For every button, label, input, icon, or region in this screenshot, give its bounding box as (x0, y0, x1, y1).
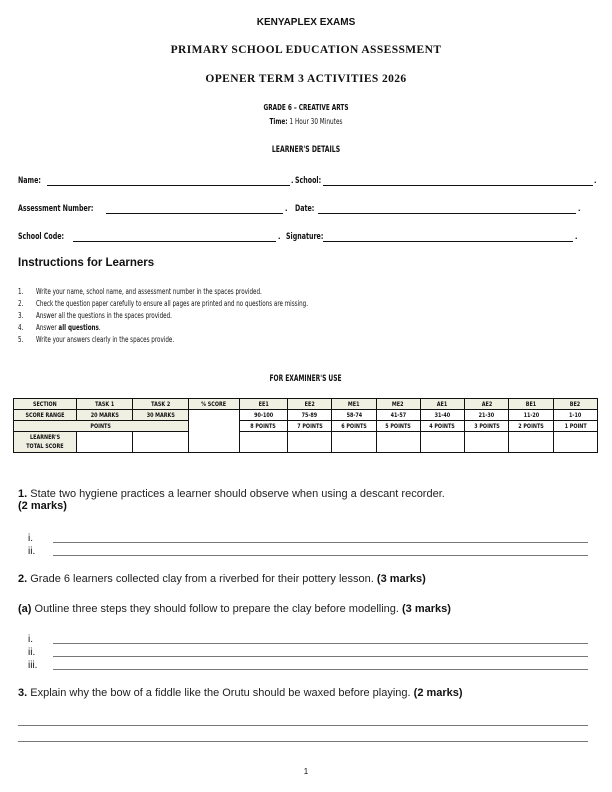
q3-answer-line-2[interactable] (18, 741, 588, 742)
q2a-answer-ii[interactable] (53, 656, 588, 657)
examiner-title: FOR EXAMINER'S USE (269, 374, 343, 384)
instructions-list (18, 287, 578, 347)
roman-iii: iii. (28, 660, 38, 671)
roman-i: i. (28, 634, 33, 645)
time-allowed (86, 117, 527, 126)
page-number: 1 (303, 767, 309, 776)
school-label: School: (295, 176, 322, 186)
instruction-item: 3. Answer all the questions in the spaces provided. (18, 311, 172, 320)
time-value: 1 Hour 30 Minutes (289, 117, 343, 126)
roman-ii: ii. (28, 546, 36, 557)
term-title: OPENER TERM 3 ACTIVITIES 2026 (205, 73, 407, 85)
signature-field[interactable] (323, 241, 573, 242)
learner-details-title: LEARNER'S DETAILS (271, 145, 341, 155)
instructions-title: Instructions for Learners (18, 257, 155, 269)
signature-label: Signature: (286, 232, 324, 242)
task1-score-cell[interactable] (77, 432, 133, 453)
q3-answer-line-1[interactable] (18, 725, 588, 726)
examiner-marks-table (13, 398, 598, 453)
exam-org-title: KENYAPLEX EXAMS (256, 17, 356, 28)
question-1: 1. State two hygiene practices a learner should observe when using a descant recorder. (2 marks) (18, 488, 445, 512)
code-signature-row: School Code: . Signature: . (18, 231, 578, 242)
q2a-answer-iii[interactable] (53, 669, 588, 670)
assessment-title: PRIMARY SCHOOL EDUCATION ASSESSMENT (170, 44, 442, 56)
grade-subject: GRADE 6 – CREATIVE ARTS (263, 103, 349, 112)
time-label: Time: (269, 117, 288, 126)
instruction-item: 5. Write your answers clearly in the spaces provide. (18, 335, 175, 344)
name-school-row: Name: . School: . (18, 175, 597, 186)
roman-i: i. (28, 533, 33, 544)
instruction-item: 1. Write your name, school name, and assessment number in the spaces provided. (18, 287, 262, 296)
assessment-number-label: Assessment Number: (18, 204, 94, 214)
task2-score-cell[interactable] (133, 432, 189, 453)
q1-answer-i[interactable] (53, 542, 588, 543)
q1-answer-ii[interactable] (53, 555, 588, 556)
table-row: POINTS 8 POINTS 7 POINTS 6 POINTS 5 POINTS 4 POINTS 3 POINTS 2 POINTS 1 POINT (14, 421, 598, 432)
question-2: 2. Grade 6 learners collected clay from a riverbed for their pottery lesson. (3 marks) (18, 573, 426, 585)
name-label: Name: (18, 176, 41, 186)
school-code-field[interactable] (73, 241, 276, 242)
date-label: Date: (295, 204, 315, 214)
question-3: 3. Explain why the bow of a fiddle like the Orutu should be waxed before playing. (2 marks) (18, 687, 463, 699)
instruction-item: 2. Check the question paper carefully to ensure all pages are printed and no questions are missing. (18, 299, 309, 308)
table-row: LEARNER'S TOTAL SCORE (14, 432, 598, 453)
school-code-label: School Code: (18, 232, 65, 242)
name-field[interactable] (47, 185, 290, 186)
q2a-answer-i[interactable] (53, 643, 588, 644)
question-2a: (a) Outline three steps they should follow to prepare the clay before modelling. (3 marks) (18, 603, 451, 615)
school-field[interactable] (323, 185, 593, 186)
assessment-date-row: Assessment Number: . Date: . (18, 203, 581, 214)
date-field[interactable] (318, 213, 576, 214)
instruction-item: 4. Answer all questions. (18, 323, 101, 332)
assessment-number-field[interactable] (106, 213, 283, 214)
table-row: SCORE RANGE 20 MARKS 30 MARKS 90-100 75-89 58-74 41-57 31-40 21-30 11-20 1-10 (14, 410, 598, 421)
roman-ii: ii. (28, 647, 36, 658)
table-row: SECTION TASK 1 TASK 2 % SCORE EE1 EE2 ME1 ME2 AE1 AE2 BE1 BE2 (14, 399, 598, 410)
